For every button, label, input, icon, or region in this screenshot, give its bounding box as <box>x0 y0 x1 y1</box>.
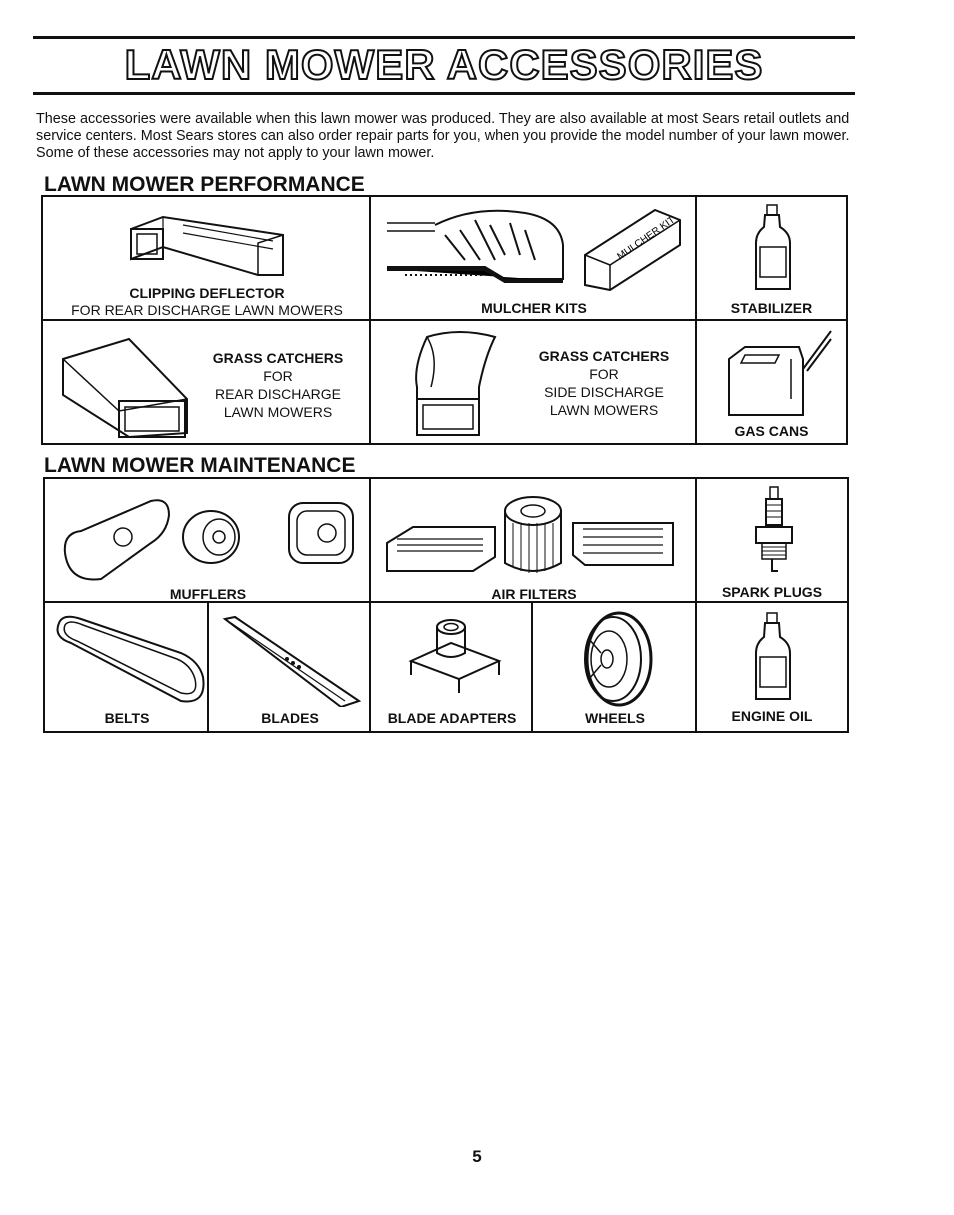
stabilizer-cell <box>697 197 846 321</box>
blades-cell <box>209 603 371 731</box>
blade-adapters-cell <box>371 603 533 731</box>
grass-catchers-side-name: GRASS CATCHERS <box>538 348 670 364</box>
grass-catchers-rear-name: GRASS CATCHERS <box>212 350 344 366</box>
belt-icon <box>51 613 207 703</box>
clipping-deflector-icon <box>123 207 293 279</box>
blade-adapter-icon <box>407 617 503 697</box>
top-rule <box>33 36 855 39</box>
grass-catchers-rear-line1: FOR <box>263 368 293 384</box>
performance-heading: LAWN MOWER PERFORMANCE <box>44 173 365 196</box>
maintenance-heading: LAWN MOWER MAINTENANCE <box>44 454 356 477</box>
performance-grid <box>41 195 848 445</box>
mufflers-cell <box>45 479 371 603</box>
clipping-deflector-cell <box>43 197 371 321</box>
mufflers-icon <box>61 493 361 585</box>
wheels-name: WHEELS <box>585 710 645 726</box>
blade-adapters-name: BLADE ADAPTERS <box>387 710 517 726</box>
gas-cans-cell <box>697 321 846 443</box>
engine-oil-bottle-icon <box>752 611 792 703</box>
grass-catchers-rear-cell <box>43 321 371 443</box>
stabilizer-name: STABILIZER <box>730 300 813 316</box>
grass-catchers-side-line2: SIDE DISCHARGE <box>544 384 664 400</box>
engine-oil-name: ENGINE OIL <box>731 708 813 724</box>
grass-catchers-side-line3: LAWN MOWERS <box>549 402 659 418</box>
wheels-cell <box>533 603 697 731</box>
blade-icon <box>221 615 361 707</box>
maintenance-grid <box>43 477 849 733</box>
page-title: LAWN MOWER ACCESSORIES <box>124 41 764 88</box>
air-filters-name: AIR FILTERS <box>491 586 577 602</box>
gas-can-icon <box>721 329 833 419</box>
clipping-deflector-name: CLIPPING DEFLECTOR <box>129 285 285 301</box>
blades-name: BLADES <box>261 710 319 726</box>
spark-plugs-cell <box>697 479 847 603</box>
intro-paragraph: These accessories were available when this lawn mower was produced. They are also available at most Sears retail outlets and service centers. Most Sears stores can also order repair parts for you, when you provide the model number of your lawn mower. Some of these accessories may not apply to your lawn mower. <box>36 111 850 161</box>
grass-catchers-rear-line3: LAWN MOWERS <box>223 404 333 420</box>
clipping-deflector-detail: FOR REAR DISCHARGE LAWN MOWERS <box>71 302 343 318</box>
spark-plug-icon <box>752 485 796 581</box>
air-filters-cell <box>371 479 697 603</box>
wheel-icon <box>577 609 653 707</box>
rear-grass-catcher-icon <box>59 331 189 439</box>
title-bottom-rule <box>33 92 855 95</box>
mulcher-box-label: MULCHER KIT <box>615 214 678 263</box>
belts-name: BELTS <box>104 710 150 726</box>
air-filters-icon <box>383 493 683 579</box>
engine-oil-cell <box>697 603 847 731</box>
mufflers-name: MUFFLERS <box>169 586 247 602</box>
mulcher-kit-icon <box>385 205 685 291</box>
side-grass-catcher-icon <box>409 327 499 439</box>
spark-plugs-name: SPARK PLUGS <box>721 584 823 600</box>
grass-catchers-side-line1: FOR <box>589 366 619 382</box>
mulcher-kits-name: MULCHER KITS <box>481 300 587 316</box>
belts-cell <box>45 603 209 731</box>
mulcher-kits-cell <box>371 197 697 321</box>
page-number: 5 <box>472 1147 482 1166</box>
grass-catchers-side-cell <box>371 321 697 443</box>
gas-cans-name: GAS CANS <box>734 423 809 439</box>
stabilizer-bottle-icon <box>752 203 792 293</box>
grass-catchers-rear-line2: REAR DISCHARGE <box>214 386 342 402</box>
